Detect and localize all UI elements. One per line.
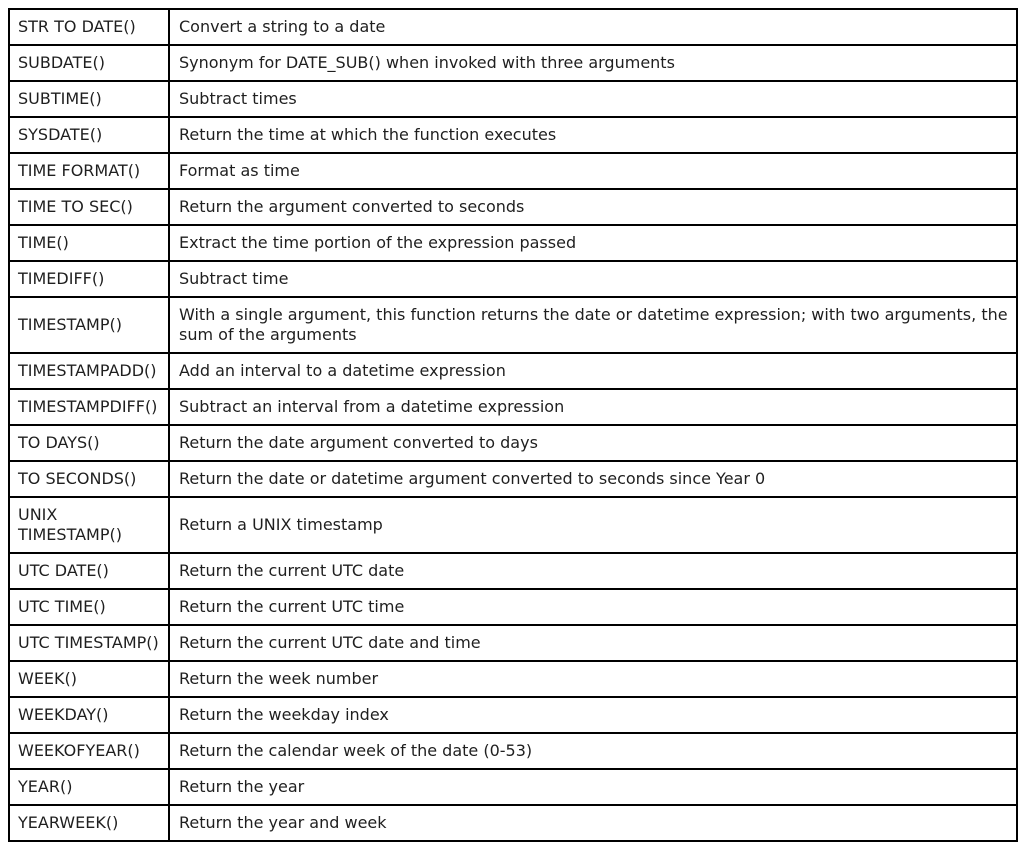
table-row xyxy=(9,225,1017,261)
table-row xyxy=(9,353,1017,389)
function-description-cell: Return a UNIX timestamp xyxy=(169,497,1017,553)
table-row xyxy=(9,189,1017,225)
mysql-datetime-functions-table xyxy=(8,8,1018,842)
function-description-cell: Format as time xyxy=(169,153,1017,189)
function-name-cell: WEEK() xyxy=(9,661,169,697)
function-name-cell: SUBTIME() xyxy=(9,81,169,117)
function-description-cell: Convert a string to a date xyxy=(169,9,1017,45)
table-row xyxy=(9,9,1017,45)
table-row xyxy=(9,297,1017,353)
table-row xyxy=(9,261,1017,297)
function-name-cell: TO DAYS() xyxy=(9,425,169,461)
function-name-cell: UNIX TIMESTAMP() xyxy=(9,497,169,553)
function-description-cell: Return the calendar week of the date (0-53) xyxy=(169,733,1017,769)
table-row xyxy=(9,461,1017,497)
function-name-cell: SUBDATE() xyxy=(9,45,169,81)
function-name-cell: SYSDATE() xyxy=(9,117,169,153)
function-description-cell: Return the time at which the function executes xyxy=(169,117,1017,153)
function-description-cell: Subtract time xyxy=(169,261,1017,297)
function-name-cell: TO SECONDS() xyxy=(9,461,169,497)
function-description-cell: Return the current UTC date xyxy=(169,553,1017,589)
function-name-cell: YEARWEEK() xyxy=(9,805,169,841)
function-name-cell: TIME() xyxy=(9,225,169,261)
table-row xyxy=(9,805,1017,841)
function-description-cell: Return the weekday index xyxy=(169,697,1017,733)
function-description-cell: Return the year and week xyxy=(169,805,1017,841)
function-name-cell: UTC DATE() xyxy=(9,553,169,589)
function-description-cell: Return the year xyxy=(169,769,1017,805)
function-name-cell: UTC TIME() xyxy=(9,589,169,625)
table-row xyxy=(9,497,1017,553)
table-row xyxy=(9,389,1017,425)
table-row xyxy=(9,661,1017,697)
function-description-cell: Add an interval to a datetime expression xyxy=(169,353,1017,389)
function-name-cell: WEEKDAY() xyxy=(9,697,169,733)
function-name-cell: UTC TIMESTAMP() xyxy=(9,625,169,661)
function-description-cell: With a single argument, this function returns the date or datetime expression; with two arguments, the sum of the arguments xyxy=(169,297,1017,353)
function-name-cell: WEEKOFYEAR() xyxy=(9,733,169,769)
function-name-cell: TIMESTAMPADD() xyxy=(9,353,169,389)
table-row xyxy=(9,589,1017,625)
table-row xyxy=(9,553,1017,589)
function-name-cell: TIME FORMAT() xyxy=(9,153,169,189)
table-row xyxy=(9,697,1017,733)
function-name-cell: TIMEDIFF() xyxy=(9,261,169,297)
table-body xyxy=(9,9,1017,841)
function-description-cell: Synonym for DATE_SUB() when invoked with three arguments xyxy=(169,45,1017,81)
table-row xyxy=(9,117,1017,153)
function-description-cell: Return the argument converted to seconds xyxy=(169,189,1017,225)
table-row xyxy=(9,769,1017,805)
table-row xyxy=(9,625,1017,661)
table-row xyxy=(9,81,1017,117)
function-name-cell: TIMESTAMPDIFF() xyxy=(9,389,169,425)
function-description-cell: Return the current UTC date and time xyxy=(169,625,1017,661)
table-row xyxy=(9,45,1017,81)
function-description-cell: Subtract times xyxy=(169,81,1017,117)
function-description-cell: Return the date or datetime argument converted to seconds since Year 0 xyxy=(169,461,1017,497)
function-description-cell: Return the week number xyxy=(169,661,1017,697)
function-name-cell: TIMESTAMP() xyxy=(9,297,169,353)
function-description-cell: Subtract an interval from a datetime expression xyxy=(169,389,1017,425)
function-name-cell: YEAR() xyxy=(9,769,169,805)
function-description-cell: Return the current UTC time xyxy=(169,589,1017,625)
table-row xyxy=(9,425,1017,461)
function-name-cell: TIME TO SEC() xyxy=(9,189,169,225)
table-row xyxy=(9,733,1017,769)
function-name-cell: STR TO DATE() xyxy=(9,9,169,45)
function-description-cell: Return the date argument converted to days xyxy=(169,425,1017,461)
table-row xyxy=(9,153,1017,189)
function-description-cell: Extract the time portion of the expression passed xyxy=(169,225,1017,261)
